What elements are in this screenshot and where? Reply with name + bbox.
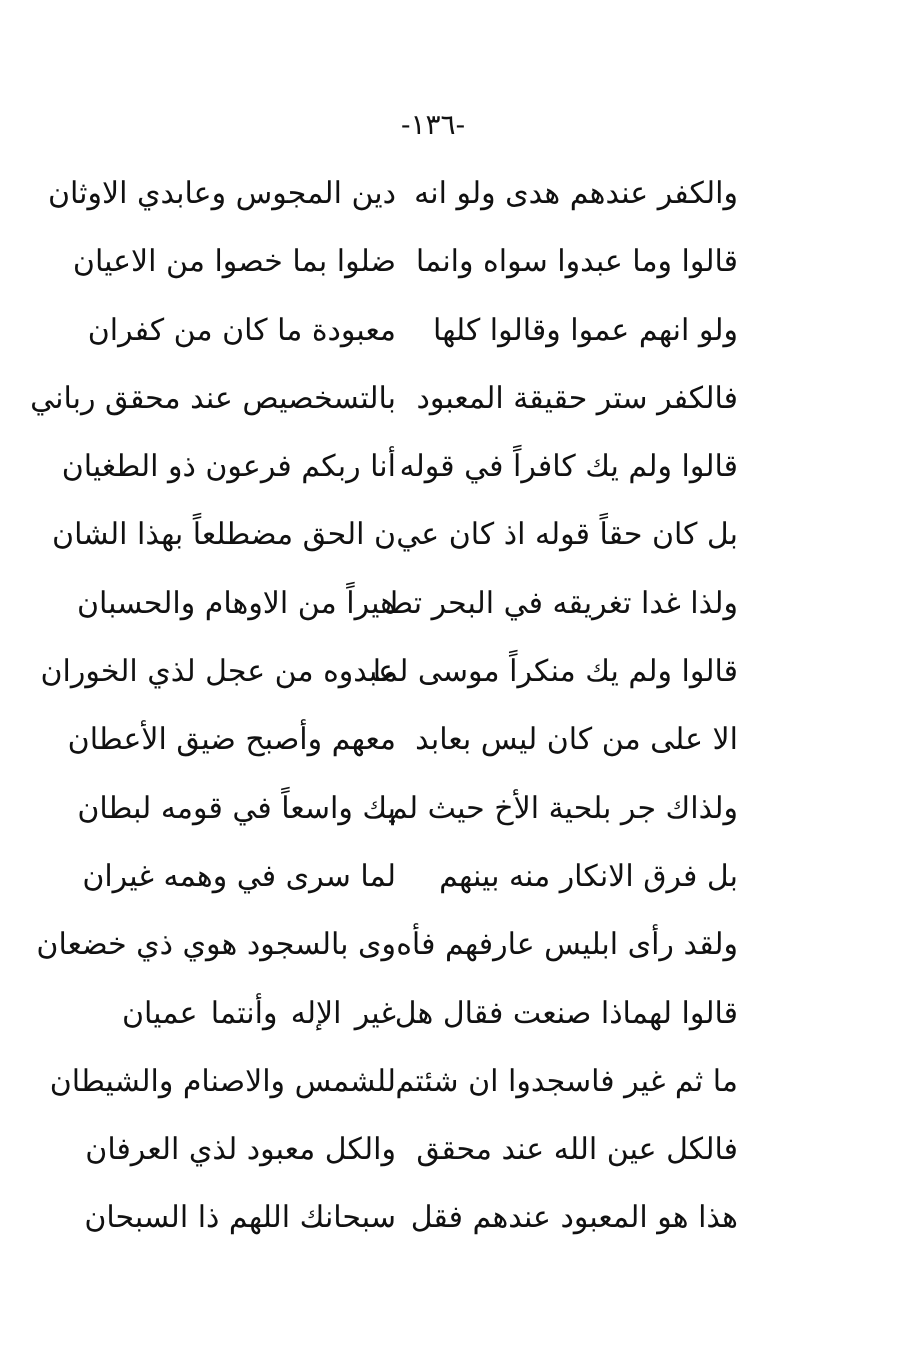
verse-first-hemistich: قالوا لهماذا صنعت فقال هل [394,995,738,1031]
verse-second-hemistich: عبدوه من عجل لذي الخوران [40,654,396,690]
poem [0,166,924,1259]
verse [0,781,924,849]
verse-second-hemistich: سبحانك اللهم ذا السبحان [84,1200,396,1236]
verse-second-hemistich: يك واسعاً في قومه لبطان [77,790,396,826]
verse-first-hemistich: ولقد رأى ابليس عارفهم فأه [396,927,738,963]
verse-first-hemistich: ولذا غدا تغريقه في البحر تط [385,585,738,621]
verse [0,303,924,371]
verse [0,507,924,575]
verse [0,986,924,1054]
verse [0,166,924,234]
verse [0,712,924,780]
verse [0,1054,924,1122]
verse [0,1190,924,1258]
verse [0,644,924,712]
verse-second-hemistich: دين المجوس وعابدي الاوثان [47,176,396,211]
verse-second-hemistich: غير الإله وأنتما عميان [122,995,396,1031]
verse [0,371,924,439]
verse-second-hemistich: معبودة ما كان من كفران [87,312,396,348]
verse-first-hemistich: ما ثم غير فاسجدوا ان شئتم [395,1063,738,1099]
verse-first-hemistich: الا على من كان ليس بعابد [415,722,738,758]
verse-first-hemistich: هذا هو المعبود عندهم فقل [410,1200,738,1236]
verse-second-hemistich: ضلوا بما خصوا من الاعيان [72,244,396,280]
verse-first-hemistich: فالكفر ستر حقيقة المعبود [416,380,738,416]
verse-first-hemistich: قالوا ولم يك منكراً موسى لما [372,654,738,690]
verse-first-hemistich: فالكل عين الله عند محقق [416,1132,738,1168]
verse [0,576,924,644]
verse [0,439,924,507]
verse-second-hemistich: لما سرى في وهمه غيران [82,858,396,894]
verse [0,234,924,302]
verse-second-hemistich: بالتسخصيص عند محقق رباني [30,380,396,416]
verse-first-hemistich: قالوا وما عبدوا سواه وانما [415,244,738,280]
verse-second-hemistich: ن الحق مضطلعاً بهذا الشان [52,517,396,553]
verse-second-hemistich: وى بالسجود هوي ذي خضعان [36,927,396,963]
verse-first-hemistich: بل فرق الانكار منه بينهم [439,858,738,894]
verse-first-hemistich: والكفر عندهم هدى ولو انه [414,176,738,211]
verse-second-hemistich: أنا ربكم فرعون ذو الطغيان [61,449,396,485]
verse-second-hemistich: معهم وأصبح ضيق الأعطان [67,722,396,758]
verse-first-hemistich: قالوا ولم يك كافراً في قوله [399,449,738,485]
verse-second-hemistich: والكل معبود لذي العرفان [85,1132,396,1168]
page-number: -١٣٦- [400,108,466,141]
verse-first-hemistich: بل كان حقاً قوله اذ كان عي [396,517,738,553]
verse [0,1122,924,1190]
verse-first-hemistich: ولو انهم عموا وقالوا كلها [433,312,738,348]
verse-second-hemistich: هيراً من الاوهام والحسبان [76,585,396,621]
verse [0,849,924,917]
verse-first-hemistich: ولذاك جر بلحية الأخ حيث لم [389,790,738,826]
verse [0,917,924,985]
verse-second-hemistich: للشمس والاصنام والشيطان [49,1063,396,1099]
